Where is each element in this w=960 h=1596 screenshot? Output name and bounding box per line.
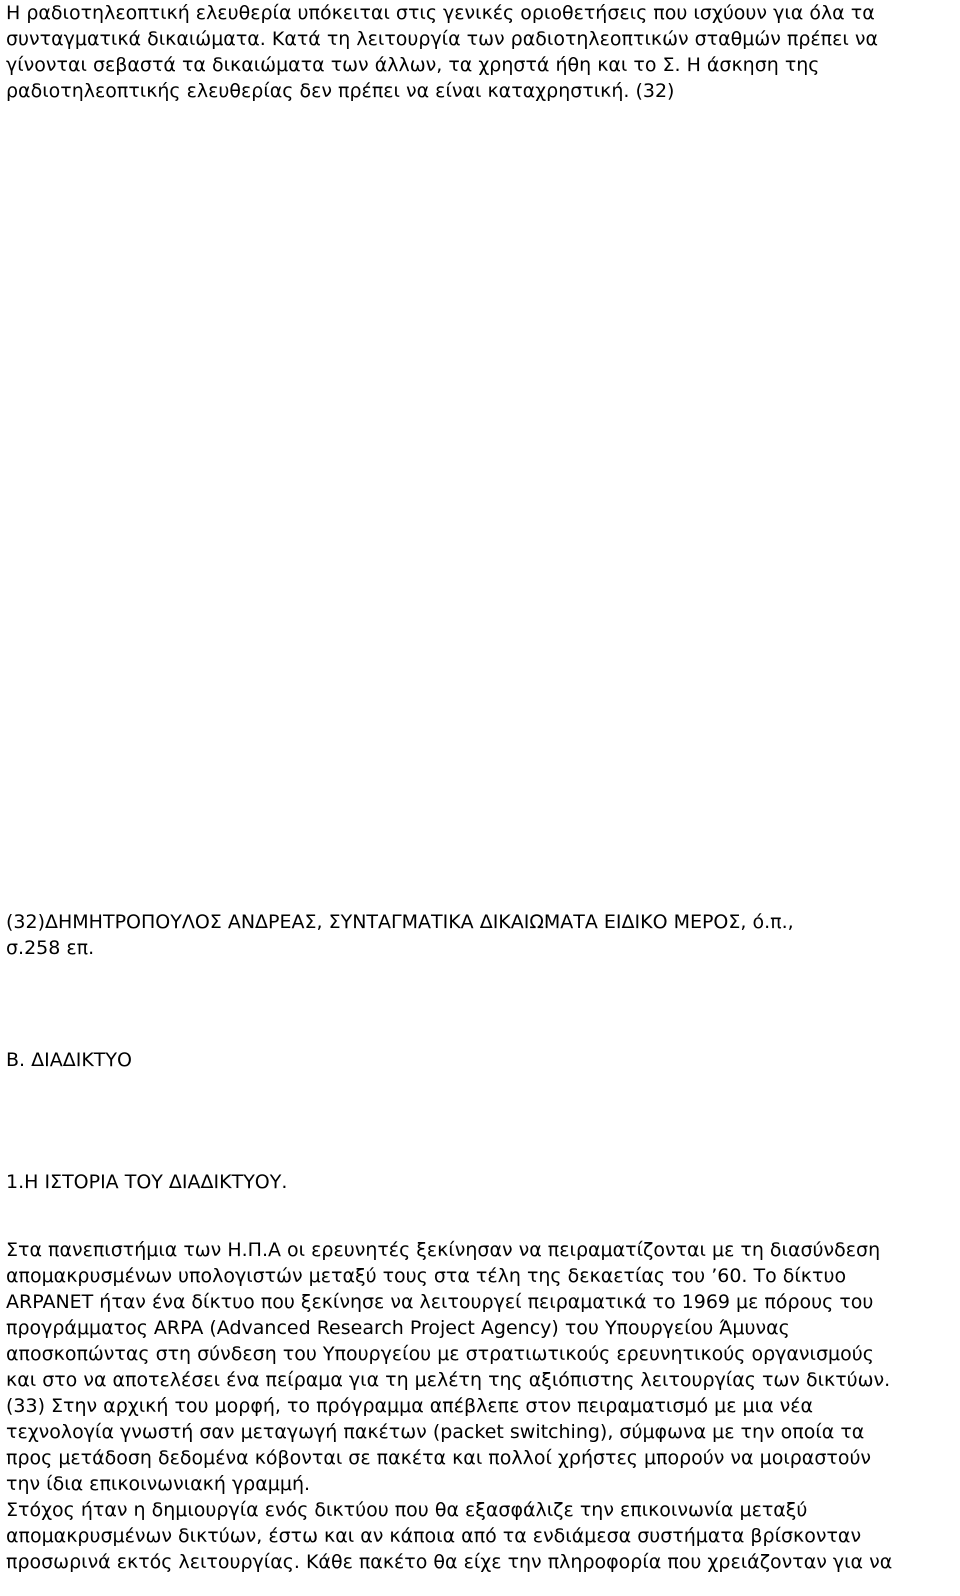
body-line: απομακρυσμένων δικτύων, έστω και αν κάποια από τα ενδιάμεσα συστήματα βρίσκονταν: [6, 1525, 862, 1547]
body-line: τεχνολογία γνωστή σαν μεταγωγή πακέτων (packet switching), σύμφωνα με την οποία τα: [6, 1421, 865, 1443]
intro-line: Η ραδιοτηλεοπτική ελευθερία υπόκειται στις γενικές οριοθετήσεις που ισχύουν για όλα τα: [6, 2, 875, 24]
body-line: και στο να αποτελέσει ένα πείραμα για τη μελέτη της αξιόπιστης λειτουργίας των δικτύων.: [6, 1369, 891, 1391]
body-line: (33) Στην αρχική του μορφή, το πρόγραμμα απέβλεπε στον πειραματισμό με μια νέα: [6, 1395, 814, 1417]
body-line: προς μετάδοση δεδομένα κόβονται σε πακέτα και πολλοί χρήστες μπορούν να μοιραστούν: [6, 1447, 872, 1469]
body-line: Στόχος ήταν η δημιουργία ενός δικτύου που θα εξασφάλιζε την επικοινωνία μεταξύ: [6, 1499, 808, 1521]
section-heading: [6, 1047, 132, 1073]
subsection-heading-text: 1.Η ΙΣΤΟΡΙΑ ΤΟΥ ΔΙΑΔΙΚΤΥΟΥ.: [6, 1171, 288, 1193]
body-line: αποσκοπώντας στη σύνδεση του Υπουργείου με στρατιωτικούς ερευνητικούς οργανισμούς: [6, 1343, 874, 1365]
subsection-heading: [6, 1169, 287, 1195]
intro-line: ραδιοτηλεοπτικής ελευθερίας δεν πρέπει να είναι καταχρηστική. (32): [6, 80, 675, 102]
body-line: την ίδια επικοινωνιακή γραμμή.: [6, 1473, 311, 1495]
intro-line: γίνονται σεβαστά τα δικαιώματα των άλλων, τα χρηστά ήθη και το Σ. Η άσκηση της: [6, 54, 820, 76]
body-line: προγράμματος ARPA (Advanced Research Project Agency) του Υπουργείου Άμυνας: [6, 1317, 790, 1339]
body-line: απομακρυσμένων υπολογιστών μεταξύ τους στα τέλη της δεκαετίας του ’60. Το δίκτυο: [6, 1265, 847, 1287]
body-line: προσωρινά εκτός λειτουργίας. Κάθε πακέτο θα είχε την πληροφορία που χρειάζονταν για να: [6, 1551, 893, 1573]
intro-line: συνταγματικά δικαιώματα. Κατά τη λειτουργία των ραδιοτηλεοπτικών σταθμών πρέπει να: [6, 28, 878, 50]
intro-paragraph: [6, 0, 878, 104]
footnote-line: (32)ΔΗΜΗΤΡΟΠΟΥΛΟΣ ΑΝΔΡΕΑΣ, ΣΥΝΤΑΓΜΑΤΙΚΑ ΔΙΚΑΙΩΜΑΤΑ ΕΙΔΙΚΟ ΜΕΡΟΣ, ό.π.,: [6, 911, 794, 933]
body-line: Στα πανεπιστήμια των Η.Π.Α οι ερευνητές ξεκίνησαν να πειραματίζονται με τη διασύνδεση: [6, 1239, 881, 1261]
body-line: ARPANET ήταν ένα δίκτυο που ξεκίνησε να λειτουργεί πειραματικά το 1969 με πόρους του: [6, 1291, 874, 1313]
footnote-line: σ.258 επ.: [6, 937, 95, 959]
footnote-32: [6, 909, 794, 961]
section-heading-text: Β. ΔΙΑΔΙΚΤΥΟ: [6, 1049, 132, 1071]
body-paragraph: [6, 1237, 892, 1575]
